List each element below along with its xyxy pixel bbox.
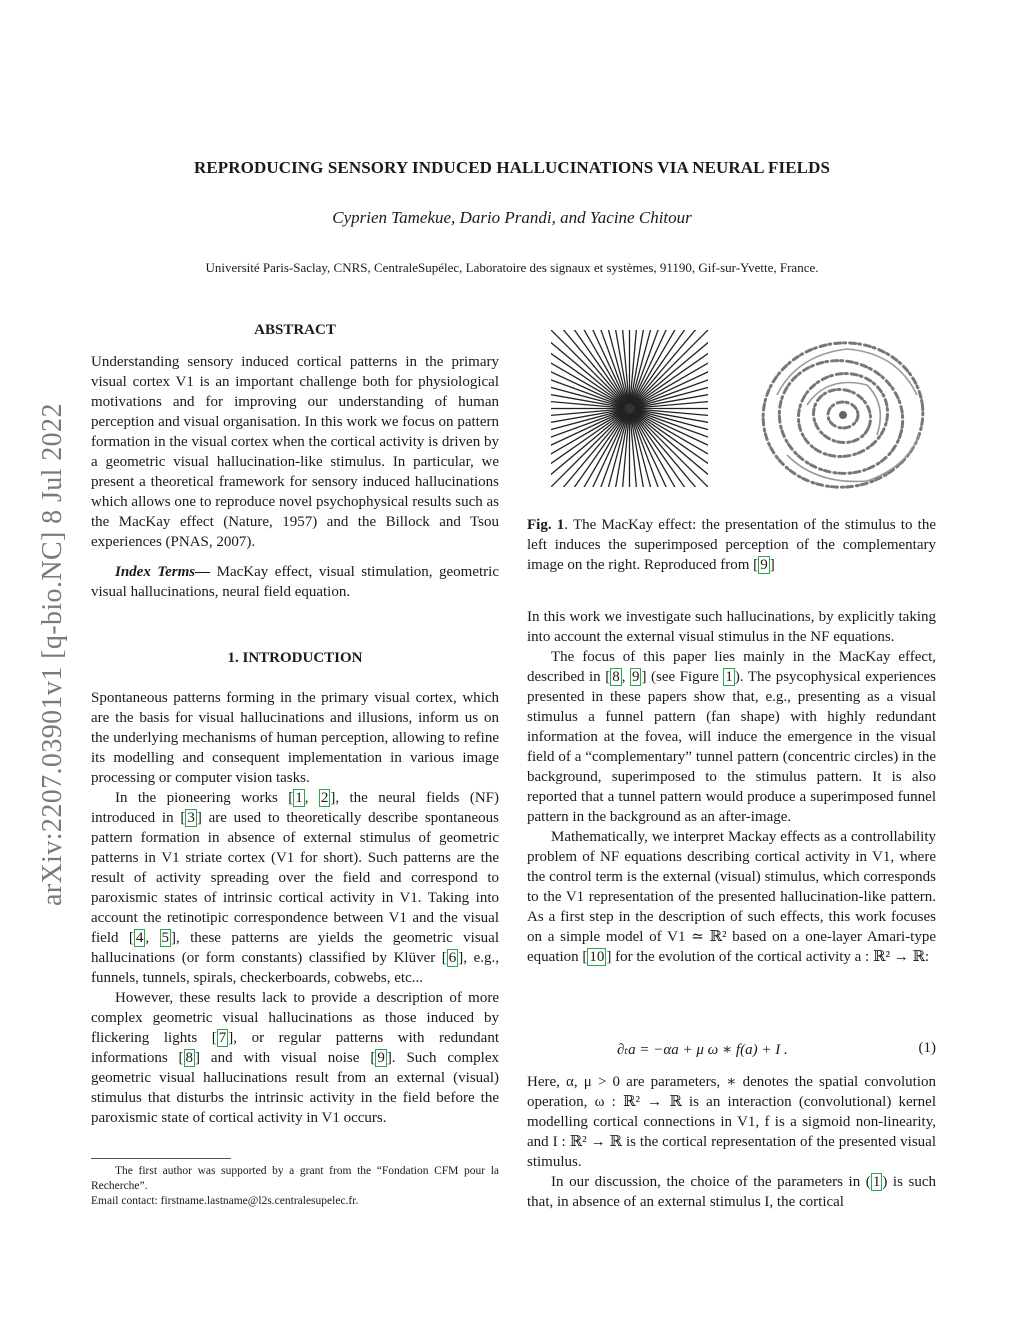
arxiv-stamp[interactable]: arXiv:2207.03901v1 [q-bio.NC] 8 Jul 2022 bbox=[37, 403, 68, 907]
text-span: ], these patterns are yields the geometric visual hallucinations (or form constants) classified by Klüver [ bbox=[91, 930, 500, 966]
text-span: In the pioneering works [ bbox=[115, 790, 294, 806]
right-paragraph-2 bbox=[527, 647, 936, 827]
text-span: , bbox=[304, 790, 319, 806]
text-span: ]. Such complex geometric visual hallucinations result from an external (visual) stimulus that disturbs the intrinsic activity in the field before the paroxismic state of cortical activity in V1 occurs. bbox=[91, 1050, 499, 1126]
abstract-heading: ABSTRACT bbox=[254, 322, 336, 338]
intro-paragraph-1: Spontaneous patterns forming in the primary visual cortex, which are the basis for visual hallucinations and illusions, inform us on the underlying mechanisms of human perception, allowing to refine its modelling and consequent implementation in various image processing or computer vision tasks. bbox=[91, 690, 499, 786]
equation-number: (1) bbox=[918, 1040, 936, 1056]
text-span: . The MacKay effect: the presentation of the stimulus to the left induces the superimposed perception of the complementary image on the right. Reproduced from [ bbox=[527, 517, 936, 573]
figure-label: Fig. 1 bbox=[527, 517, 565, 533]
citation-link-9[interactable]: 9 bbox=[377, 1050, 385, 1066]
intro-paragraph-2 bbox=[91, 788, 499, 988]
paper-title: REPRODUCING SENSORY INDUCED HALLUCINATIONS VIA NEURAL FIELDS bbox=[193, 158, 831, 177]
equation-body: ∂ₜa = −αa + μ ω ∗ f(a) + I . bbox=[617, 1042, 788, 1058]
right-paragraph-1: In this work we investigate such hallucinations, by explicitly taking into account the external visual stimulus in the NF equations. bbox=[527, 609, 936, 645]
equation-link-1[interactable]: 1 bbox=[872, 1174, 881, 1190]
text-span: ] bbox=[769, 557, 775, 573]
index-terms-text: MacKay effect, visual stimulation, geometric visual hallucinations, neural field equation. bbox=[91, 564, 499, 600]
intro-paragraph-3 bbox=[91, 988, 499, 1128]
funnel-stimulus-image bbox=[551, 330, 708, 487]
right-column-body-continued bbox=[527, 1072, 936, 1212]
citation-link-8[interactable]: 8 bbox=[185, 1050, 194, 1066]
text-span: , bbox=[621, 669, 630, 685]
citation-link-5[interactable]: 5 bbox=[161, 930, 170, 946]
right-column-body bbox=[527, 607, 936, 967]
tunnel-afterimage-image bbox=[757, 335, 929, 493]
right-paragraph-3 bbox=[527, 827, 936, 967]
text-span: In our discussion, the choice of the parameters in ( bbox=[551, 1174, 871, 1190]
author-list: Cyprien Tamekue, Dario Prandi, and Yacine Chitour bbox=[332, 208, 692, 227]
text-span: ] (see Figure bbox=[641, 669, 724, 685]
text-span: ] are used to theoretically describe spontaneous pattern formation in absence of external stimulus of geometric patterns in V1 striate cortex (V1 for short). Such patterns are the result of activity spreading over the field and correspond to paroxismic states of intrinsic cortical activity in V1. Taking into account the retinotipic correspondence between V1 and the visual field [ bbox=[91, 810, 499, 946]
index-terms bbox=[91, 562, 499, 602]
text-span: However, these results lack to provide a description of more complex geometric visual hallucinations as those induced by flickering lights [ bbox=[91, 990, 499, 1046]
abstract-body bbox=[91, 352, 499, 602]
fovea-dot bbox=[625, 404, 635, 414]
footnote-divider bbox=[91, 1158, 231, 1159]
index-terms-label: Index Terms— bbox=[115, 564, 211, 580]
figure-link-1[interactable]: 1 bbox=[725, 669, 733, 685]
footnote bbox=[91, 1164, 499, 1209]
right-paragraph-5 bbox=[527, 1172, 936, 1212]
text-span: ). The psycophysical experiences presented in these papers show that, e.g., presenting as a visual stimulus a funnel pattern (fan shape) with highly redundant information at the fovea, will induce the emergence in the visual field of a “complementary” tunnel pattern (concentric circles) in the background, superimposed to the stimulus pattern. It is also reported that a tunnel pattern would produce a superimposed funnel pattern in the background as an after-image. bbox=[527, 669, 936, 825]
citation-link-7[interactable]: 7 bbox=[218, 1030, 227, 1046]
text-span: ) is such that, in absence of an external stimulus I, the cortical bbox=[527, 1174, 936, 1210]
citation-link-1[interactable]: 1 bbox=[295, 790, 303, 806]
right-paragraph-4: Here, α, μ > 0 are parameters, ∗ denotes the spatial convolution operation, ω : ℝ² → ℝ is an interaction (convolutional) kernel modelling cortical connections in V1, f is a sigmoid non-linearity, and I : ℝ² → ℝ is the cortical representation of the presented visual stimulus. bbox=[527, 1074, 936, 1170]
text-span: , bbox=[145, 930, 160, 946]
text-span: Mathematically, we interpret Mackay effects as a controllability problem of NF equations describing cortical activity in V1, where the control term is the external (visual) stimulus, which corresponds to the V1 representation of the presented hallucination-like pattern. As a first step in the description of such effects, this work focuses on a simple model of V1 ≃ ℝ² based on a one-layer Amari-type equation [ bbox=[527, 829, 936, 965]
text-span: The focus of this paper lies mainly in the MacKay effect, described in [ bbox=[527, 649, 936, 685]
section-heading-introduction: 1. INTRODUCTION bbox=[227, 650, 363, 666]
citation-link-2[interactable]: 2 bbox=[320, 790, 329, 806]
citation-link-4[interactable]: 4 bbox=[135, 930, 144, 946]
introduction-body bbox=[91, 688, 499, 1128]
citation-link-6[interactable]: 6 bbox=[448, 950, 457, 966]
text-span: ] and with visual noise [ bbox=[195, 1050, 376, 1066]
abstract-text: Understanding sensory induced cortical patterns in the primary visual cortex V1 is an important challenge both for physiological motivations and for improving our understanding of human perception and visual organisation. In this work we focus on pattern formation in the visual cortex when the cortical activity is driven by a geometric visual hallucination-like stimulus. In particular, we present a theoretical framework for sensory induced hallucinations which allows one to reproduce novel psychophysical results such as the MacKay effect (Nature, 1957) and the Billock and Tsou experiences (PNAS, 2007). bbox=[91, 354, 499, 550]
text-span: ] for the evolution of the cortical activity a : ℝ² → ℝ: bbox=[606, 949, 930, 965]
text-span: ], e.g., funnels, tunnels, spirals, checkerboards, cobwebs, etc... bbox=[91, 950, 499, 986]
text-span: ], or regular patterns with redundant informations [ bbox=[91, 1030, 499, 1066]
citation-link-3[interactable]: 3 bbox=[187, 810, 195, 826]
citation-link-9[interactable]: 9 bbox=[760, 557, 768, 573]
citation-link-8[interactable]: 8 bbox=[612, 669, 620, 685]
footnote-email: Email contact: firstname.lastname@l2s.centralesupelec.fr. bbox=[91, 1195, 359, 1207]
figure-1-caption bbox=[527, 515, 936, 575]
footnote-funding: The first author was supported by a grant from the “Fondation CFM pour la Recherche”. bbox=[91, 1165, 499, 1192]
affiliation: Université Paris-Saclay, CNRS, CentraleSupélec, Laboratoire des signaux et systèmes, 91190, Gif-sur-Yvette, France. bbox=[205, 260, 819, 275]
citation-link-9[interactable]: 9 bbox=[631, 669, 640, 685]
text-span: ], the neural fields (NF) introduced in [ bbox=[91, 790, 499, 826]
citation-link-10[interactable]: 10 bbox=[589, 949, 605, 965]
